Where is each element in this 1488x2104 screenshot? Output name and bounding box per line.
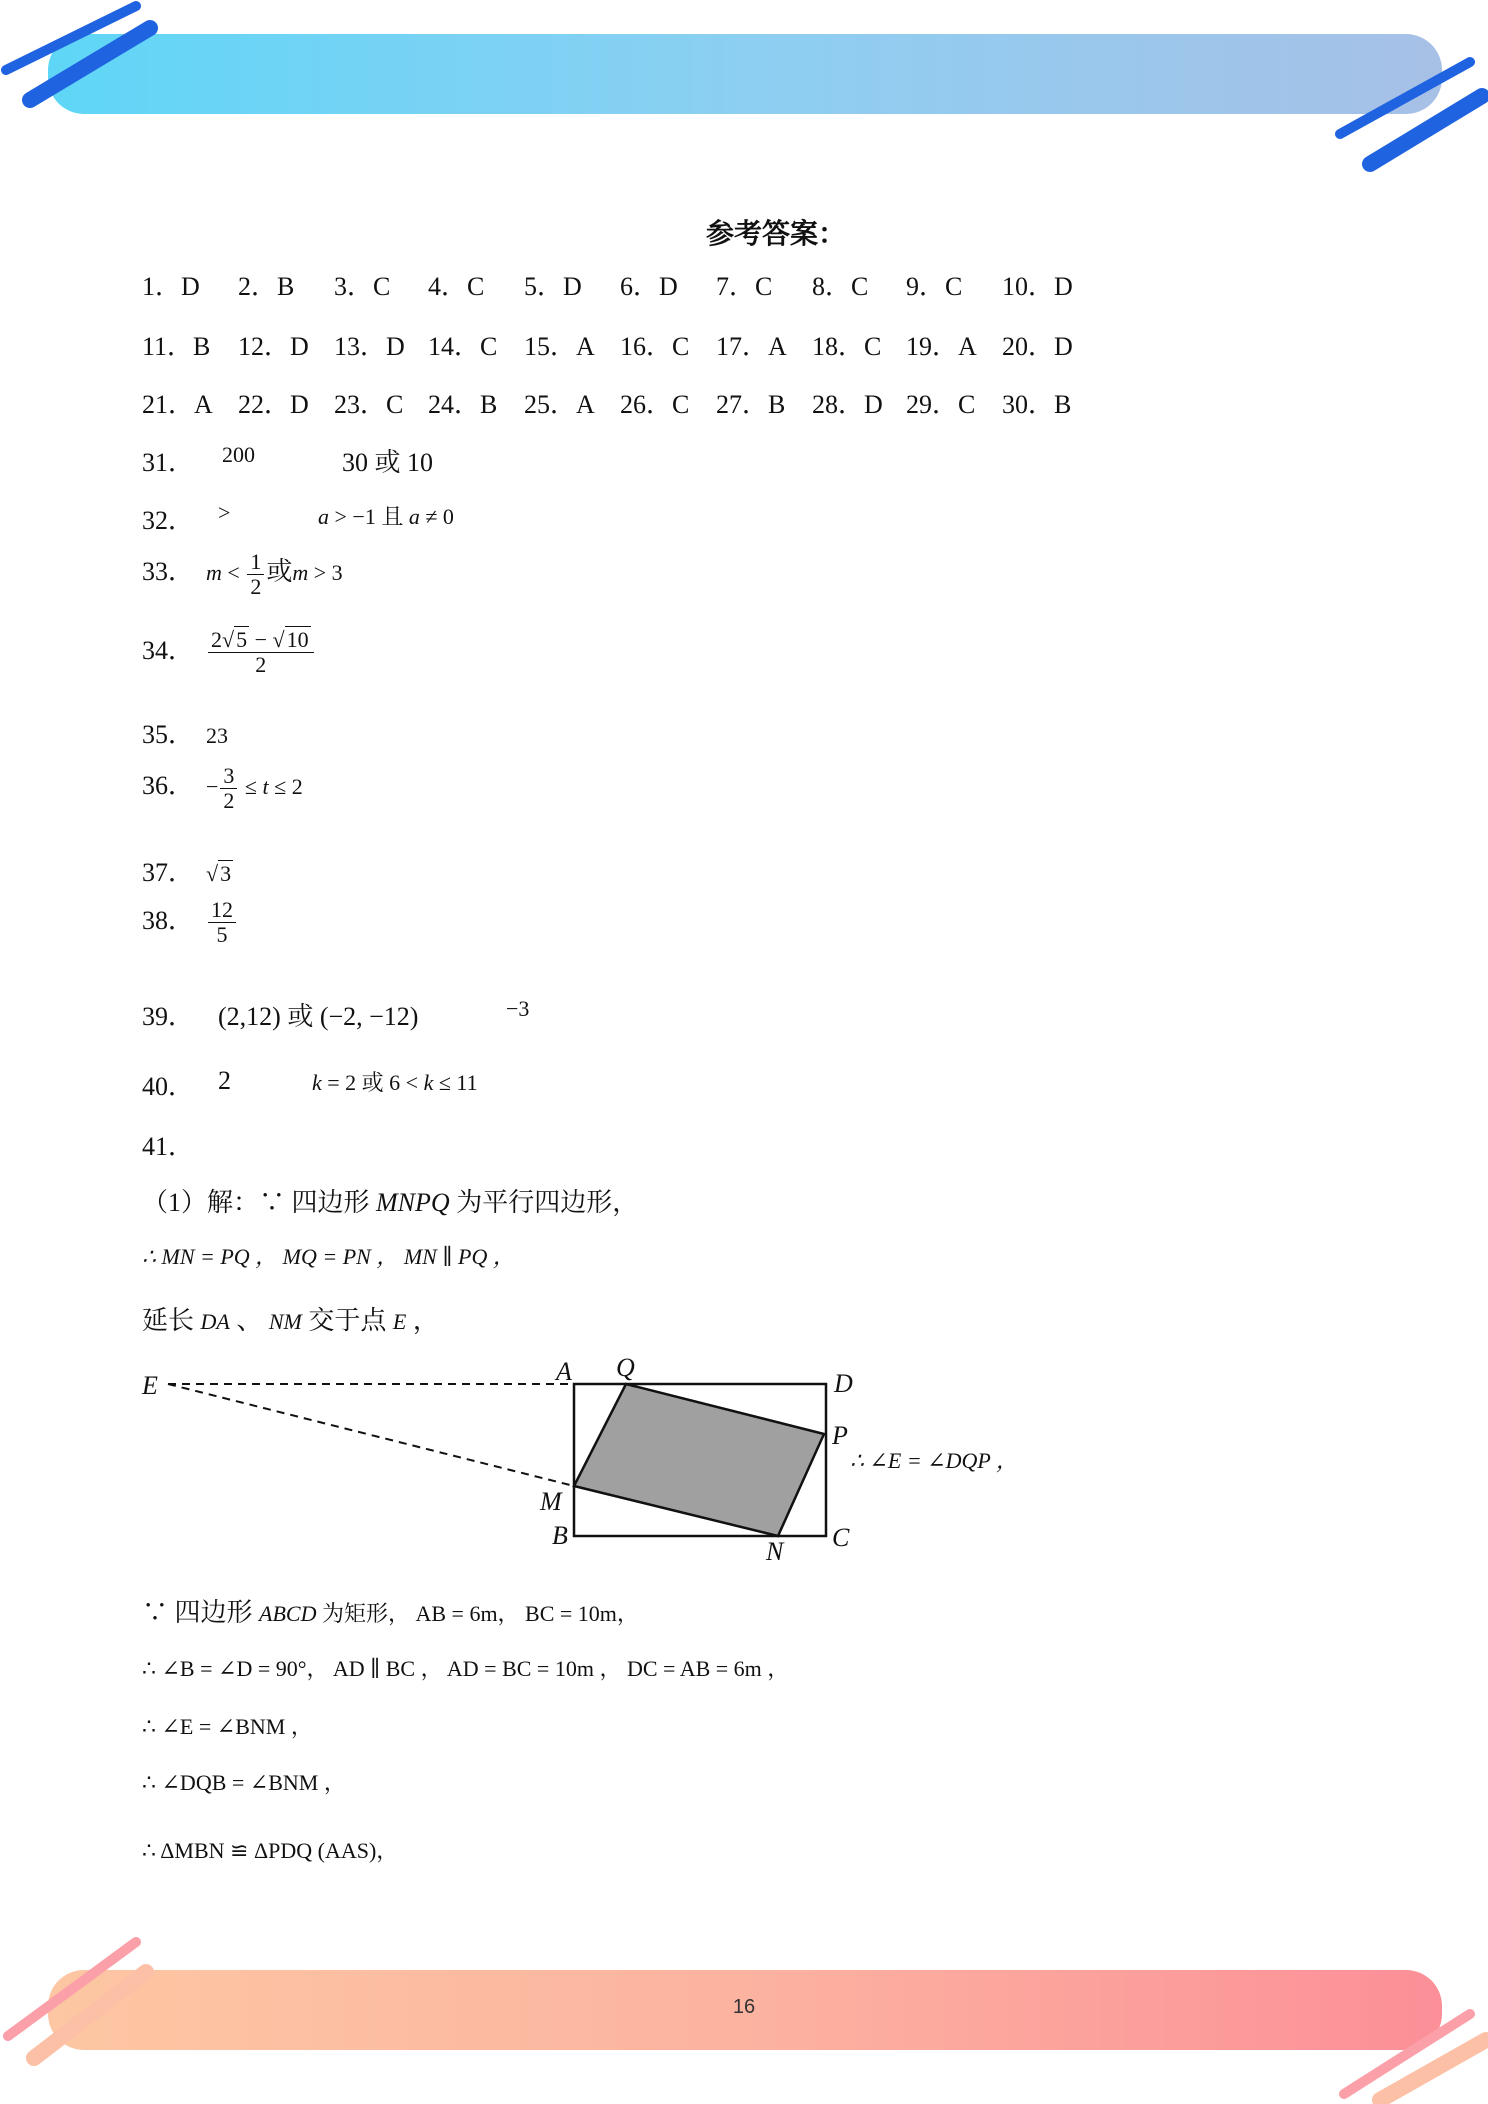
page-number: 16 xyxy=(732,1996,756,2018)
answer-item: 2．B xyxy=(238,272,295,301)
answer-item: 16．C xyxy=(620,332,690,361)
solution-line-8: ∴ ΔMBN ≌ ΔPDQ (AAS)， xyxy=(142,1838,399,1863)
answer-value: −3 xyxy=(506,996,530,1021)
solution-line-5: ∴ ∠B = ∠D = 90°， AD ∥ BC ， AD = BC = 10m ， DC = AB = 6m ， xyxy=(142,1656,790,1681)
answer-value: 200 xyxy=(222,442,255,467)
solution-line-6: ∴ ∠E = ∠BNM ， xyxy=(142,1714,313,1739)
answer-item: 20．D xyxy=(1002,332,1073,361)
question-number: 36． xyxy=(142,770,195,800)
answer-value: 23 xyxy=(206,723,228,748)
solution-line-2: ∴ MN = PQ ， MQ = PN ， MN ∥ PQ ， xyxy=(142,1244,515,1269)
answer-value: k = 2 或 6 < k ≤ 11 xyxy=(312,1070,478,1095)
label-p: P xyxy=(832,1421,848,1450)
answer-value: (2,12) 或 (−2, −12) xyxy=(218,1002,419,1031)
label-a: A xyxy=(556,1357,572,1386)
answer-item: 26．C xyxy=(620,390,690,419)
answer-item: 23．C xyxy=(334,390,404,419)
question-number: 37． xyxy=(142,858,195,887)
answer-item: 30．B xyxy=(1002,390,1072,419)
solution-line-4: ∵ 四边形 ABCD 为矩形， AB = 6m， BC = 10m， xyxy=(142,1598,639,1627)
answer-item: 9．C xyxy=(906,272,963,301)
dashed-line-em xyxy=(168,1384,574,1486)
answer-item: 1．D xyxy=(142,272,200,301)
answer-item: 4．C xyxy=(428,272,485,301)
answer-32 xyxy=(142,500,454,537)
answer-item: 13．D xyxy=(334,332,405,361)
answer-value: m < $\frac{1}{2}$ 或m > 3 xyxy=(206,549,343,600)
answer-item: 27．B xyxy=(716,390,786,419)
answer-item: 8．C xyxy=(812,272,869,301)
solution-line-7: ∴ ∠DQB = ∠BNM ， xyxy=(142,1770,346,1795)
solution-line-1: （1）解：∵ 四边形 MNPQ 为平行四边形， xyxy=(142,1188,639,1217)
page-title: 参考答案： xyxy=(705,217,846,250)
answer-40 xyxy=(142,1066,478,1103)
answer-item: 28．D xyxy=(812,390,883,419)
answer-value: > xyxy=(218,500,231,525)
answer-item: 18．C xyxy=(812,332,882,361)
answer-value: − $\frac{3}{2}$ ≤ t ≤ 2 xyxy=(206,763,303,814)
answer-item: 17．A xyxy=(716,332,787,361)
solution-line-3: 延长 DA 、 NM 交于点 E ， xyxy=(142,1306,439,1335)
answer-value: $\frac{2√5 - √10}{2}$ xyxy=(208,628,314,677)
label-m: M xyxy=(540,1487,562,1516)
answer-value: 2 xyxy=(218,1066,231,1095)
question-number: 32． xyxy=(142,506,195,535)
answer-item: 11．B xyxy=(142,332,211,361)
answer-item: 21．A xyxy=(142,390,213,419)
answer-item: 5．D xyxy=(524,272,582,301)
header-banner xyxy=(48,34,1442,114)
answer-value: a > −1 且 a ≠ 0 xyxy=(318,504,454,529)
answer-item: 3．C xyxy=(334,272,391,301)
question-number: 40． xyxy=(142,1072,195,1101)
question-number: 41． xyxy=(142,1132,195,1161)
question-number: 35． xyxy=(142,720,195,749)
answer-item: 7．C xyxy=(716,272,773,301)
question-number: 31． xyxy=(142,448,195,477)
question-number: 33． xyxy=(142,556,195,586)
answer-item: 29．C xyxy=(906,390,976,419)
answer-41 xyxy=(142,1126,206,1163)
answer-34 xyxy=(142,628,316,677)
answer-33 xyxy=(142,550,343,599)
answer-item: 15．A xyxy=(524,332,595,361)
answer-item: 10．D xyxy=(1002,272,1073,301)
answer-36 xyxy=(142,764,303,813)
label-b: B xyxy=(552,1521,568,1550)
answer-item: 6．D xyxy=(620,272,678,301)
question-number: 38． xyxy=(142,905,195,935)
question-number: 34． xyxy=(142,635,195,665)
answer-value: 30 或 10 xyxy=(342,448,434,477)
parallelogram-mnpq xyxy=(574,1384,824,1536)
angle-note: ∴ ∠E = ∠DQP ， xyxy=(850,1448,1018,1473)
label-c: C xyxy=(832,1523,850,1552)
answer-item: 14．C xyxy=(428,332,498,361)
answer-35 xyxy=(142,714,228,751)
label-e: E xyxy=(142,1371,158,1400)
answer-item: 22．D xyxy=(238,390,309,419)
answer-39 xyxy=(142,996,530,1033)
answer-item: 19．A xyxy=(906,332,977,361)
answer-item: 12．D xyxy=(238,332,309,361)
answer-item: 24．B xyxy=(428,390,498,419)
answer-31 xyxy=(142,442,434,479)
answer-38 xyxy=(142,898,238,947)
answer-item: 25．A xyxy=(524,390,595,419)
label-d: D xyxy=(834,1369,853,1398)
answer-value: √3 xyxy=(206,861,232,886)
label-q: Q xyxy=(616,1353,635,1382)
answer-37 xyxy=(142,852,233,889)
answer-value: $\frac{12}{5}$ xyxy=(208,898,236,947)
question-number: 39． xyxy=(142,1002,195,1031)
label-n: N xyxy=(766,1537,784,1566)
